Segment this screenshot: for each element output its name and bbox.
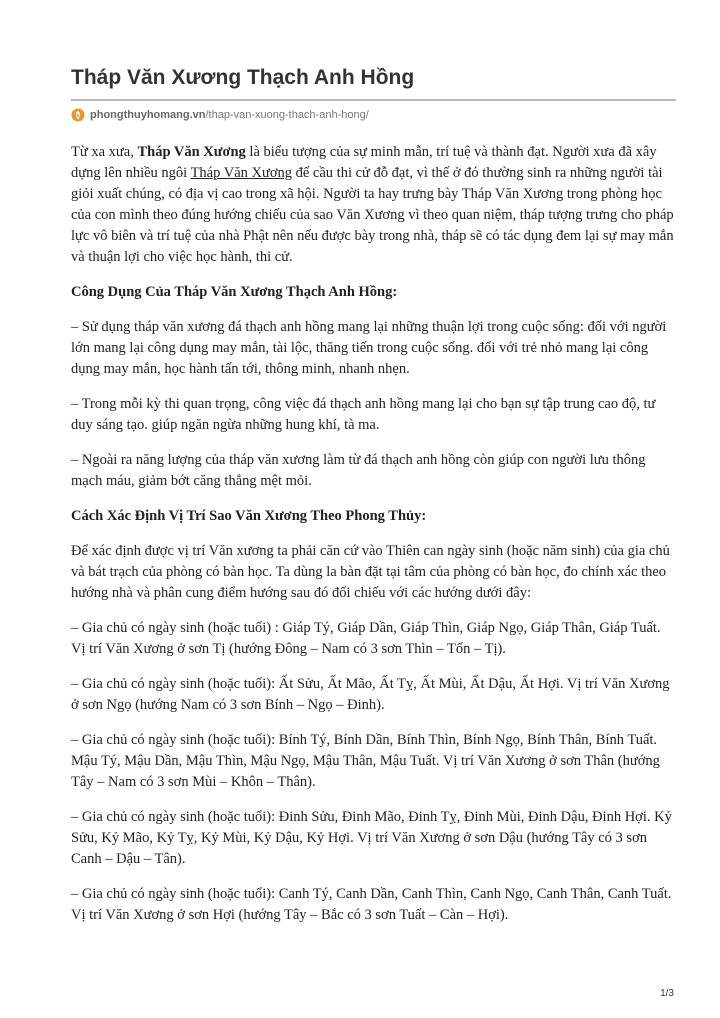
source-path[interactable]: /thap-van-xuong-thach-anh-hong/: [205, 109, 369, 121]
position-paragraph: – Gia chủ có ngày sinh (hoặc tuổi): Canh Tý, Canh Dần, Canh Thìn, Canh Ngọ, Canh Thân, Canh Tuất. Vị trí Văn Xương ở sơn Hợi (hướng Tây – Bắc có 3 sơn Tuất – Càn – Hợi).: [71, 886, 672, 923]
section-heading-method: Cách Xác Định Vị Trí Sao Văn Xương Theo Phong Thủy:: [71, 508, 427, 524]
position-paragraph: – Gia chủ có ngày sinh (hoặc tuổi): Bính Tý, Bính Dần, Bính Thìn, Bính Ngọ, Bính Thân, Bính Tuất. Mậu Tý, Mậu Dần, Mậu Thìn, Mậu Ngọ, Mậu Thân, Mậu Tuất. Vị trí Văn Xương ở sơn Thân (hướng Tây – Nam có 3 sơn Mùi – Khôn – Thân).: [71, 732, 660, 790]
intro-paragraph: [71, 142, 676, 268]
intro-text-2: là biểu tượng của sự minh mẫn, trí tuệ và thành đạt. Người xưa đã xây dựng lên nhiều ngôi: [71, 144, 657, 181]
use-paragraph: – Sử dụng tháp văn xương đá thạch anh hồng mang lại những thuận lợi trong cuộc sống: đối với người lớn mang lại công dụng may mắn, tài lộc, thăng tiến trong cuộc sống. đối với trẻ nhỏ mang lại công dụng may mắn, học hành tấn tới, thông minh, nhanh nhẹn.: [71, 319, 667, 377]
intro-text-3: để cầu thi cử đỗ đạt, vì thế ở đó thường sinh ra những người tài giỏi xuất chúng, có địa vị cao trong xã hội. Người ta hay trưng bày Tháp Văn Xương trong phòng học của con mình theo đúng hướng chiếu của sao Văn Xương vì theo quan niệm, tháp tượng trưng cho pháp lực vô biên và trí tuệ của nhà Phật nên nếu được bày trong nhà, tháp sẽ có tác dụng đem lại sự may mắn và thuận lợi cho việc học hành, thi cử.: [71, 165, 674, 265]
site-logo-icon: [71, 108, 85, 122]
use-paragraph: – Trong mỗi kỳ thi quan trọng, công việc đá thạch anh hồng mang lại cho bạn sự tập trung cao độ, tư duy sáng tạo. giúp ngăn ngừa những hung khí, tà ma.: [71, 396, 656, 433]
intro-bold-term: Tháp Văn Xương: [137, 144, 246, 160]
thap-van-xuong-link[interactable]: Tháp Văn Xương: [190, 165, 292, 181]
position-paragraph: – Gia chủ có ngày sinh (hoặc tuổi) : Giáp Tý, Giáp Dần, Giáp Thìn, Giáp Ngọ, Giáp Thân, Giáp Tuất. Vị trí Văn Xương ở sơn Tị (hướng Đông – Nam có 3 sơn Thìn – Tốn – Tị).: [71, 620, 661, 657]
page-number: 1/3: [660, 988, 674, 999]
page-title: Tháp Văn Xương Thạch Anh Hồng: [71, 66, 415, 89]
method-intro-paragraph: Để xác định được vị trí Văn xương ta phải căn cứ vào Thiên can ngày sinh (hoặc năm sinh) của gia chủ và bát trạch của phòng có bàn học. Ta dùng la bàn đặt tại tâm của phòng có bàn học, đo chính xác theo hướng nhà và phân cung điểm hướng sau đó đối chiếu với các hướng dưới đây:: [71, 543, 670, 601]
position-paragraph: – Gia chủ có ngày sinh (hoặc tuổi): Đinh Sửu, Đinh Mão, Đinh Tỵ, Đinh Mùi, Đinh Dậu, Đinh Hợi. Kỷ Sửu, Kỷ Mão, Kỷ Tỵ, Kỷ Mùi, Kỷ Dậu, Kỷ Hợi. Vị trí Văn Xương ở sơn Dậu (hướng Tây có 3 sơn Canh – Dậu – Tân).: [71, 809, 672, 867]
use-paragraph: – Ngoài ra năng lượng của tháp văn xương làm từ đá thạch anh hồng còn giúp con người lưu thông mạch máu, giảm bớt căng thẳng mệt mỏi.: [71, 452, 646, 489]
position-paragraph: – Gia chủ có ngày sinh (hoặc tuổi): Ất Sửu, Ất Mão, Ất Tỵ, Ất Mùi, Ất Dậu, Ất Hợi. Vị trí Văn Xương ở sơn Ngọ (hướng Nam có 3 sơn Bính – Ngọ – Đinh).: [71, 676, 670, 713]
source-url[interactable]: [71, 106, 369, 124]
article-body: [71, 142, 676, 940]
section-heading-uses: Công Dụng Của Tháp Văn Xương Thạch Anh Hồng:: [71, 284, 398, 300]
source-domain[interactable]: phongthuyhomang.vn: [90, 109, 206, 121]
intro-text-1: Từ xa xưa,: [71, 144, 138, 160]
title-divider: [71, 99, 676, 101]
